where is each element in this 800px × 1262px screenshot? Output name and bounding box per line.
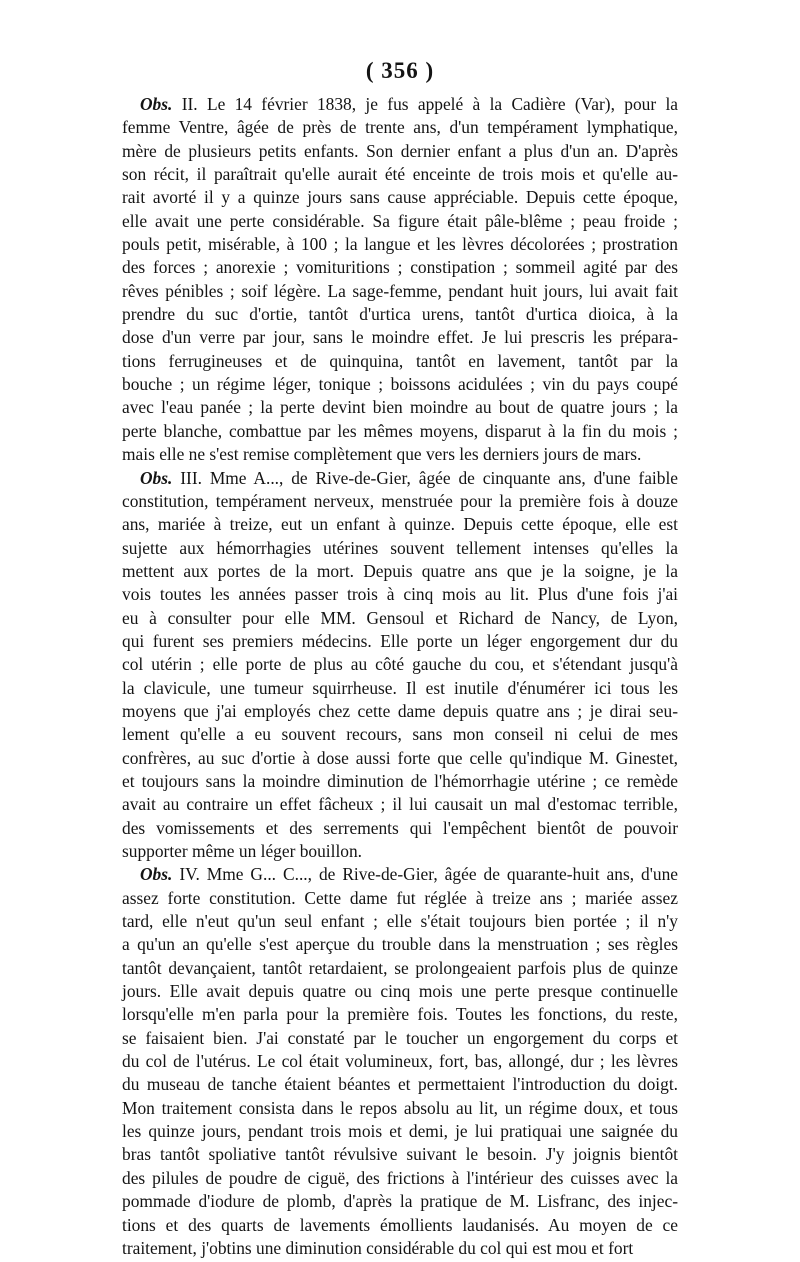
text-line: jours. Elle avait depuis quatre ou cinq mois une perte presque continuelle xyxy=(122,981,678,1002)
text-line: rait avorté il y a quinze jours sans cause appréciable. Depuis cette époque, xyxy=(122,187,678,208)
text-line: des pilules de poudre de ciguë, des frictions à l'intérieur des cuisses avec la xyxy=(122,1167,678,1188)
text-line: constitution, tempérament nerveux, menstruée pour la première fois à douze xyxy=(122,490,678,511)
text-line: dose d'un verre par jour, sans le moindre effet. Je lui prescris les prépara- xyxy=(122,327,678,348)
text-line: moyens que j'ai employés chez cette dame depuis quatre ans ; je dirai seu- xyxy=(122,700,678,721)
text-line-rest: IV. Mme G... C..., de Rive-de-Gier, âgée de quarante-huit ans, d'une xyxy=(172,864,678,885)
text-line: mettent aux portes de la mort. Depuis quatre ans que je la soigne, je la xyxy=(122,560,678,581)
text-line: eu à consulter pour elle MM. Gensoul et Richard de Nancy, de Lyon, xyxy=(122,607,678,628)
observation-label: Obs. xyxy=(140,94,173,114)
text-line: tard, elle n'eut qu'un seul enfant ; elle s'était toujours bien portée ; il n'y xyxy=(122,911,678,932)
text-line: se faisaient bien. J'ai constaté par le toucher un engorgement du corps et xyxy=(122,1027,678,1048)
text-line: elle avait une perte considérable. Sa figure était pâle-blême ; peau froide ; xyxy=(122,210,678,231)
text-line xyxy=(122,863,678,886)
text-line: Mon traitement consista dans le repos absolu au lit, un régime doux, et tous xyxy=(122,1097,678,1118)
text-line: tions ferrugineuses et de quinquina, tantôt en lavement, tantôt par la xyxy=(122,350,678,371)
text-line-rest: III. Mme A..., de Rive-de-Gier, âgée de cinquante ans, d'une faible xyxy=(172,467,678,488)
text-line: bouche ; un régime léger, tonique ; boissons acidulées ; vin du pays coupé xyxy=(122,374,678,395)
text-line: avait au contraire un effet fâcheux ; il lui causait un mal d'estomac terrible, xyxy=(122,794,678,815)
text-line: rêves pénibles ; soif légère. La sage-femme, pendant huit jours, lui avait fait xyxy=(122,280,678,301)
text-line: lement qu'elle a eu souvent recours, sans mon conseil ni celui de mes xyxy=(122,724,678,745)
text-line: les quinze jours, pendant trois mois et demi, je lui pratiquai une saignée du xyxy=(122,1121,678,1142)
text-line: tions et des quarts de lavements émollients laudanisés. Au moyen de ce xyxy=(122,1214,678,1235)
text-line: prendre du suc d'ortie, tantôt d'urtica urens, tantôt d'urtica dioica, à la xyxy=(122,304,678,325)
page-number: ( 356 ) xyxy=(365,58,435,83)
text-line-rest: II. Le 14 février 1838, je fus appelé à la Cadière (Var), pour la xyxy=(172,94,678,114)
text-line: assez forte constitution. Cette dame fut réglée à treize ans ; mariée assez xyxy=(122,887,678,908)
text-line: perte blanche, combattue par les mêmes moyens, disparut à la fin du mois ; xyxy=(122,420,678,441)
paragraph xyxy=(122,93,678,467)
text-line: du museau de tanche étaient béantes et permettaient l'introduction du doigt. xyxy=(122,1074,678,1095)
paragraph xyxy=(122,863,678,1260)
text-line: sujette aux hémorrhagies utérines souvent tellement intenses qu'elles la xyxy=(122,537,678,558)
text-line: des vomissements et des serrements qui l'empêchent bientôt de pouvoir xyxy=(122,817,678,838)
text-line: tantôt devançaient, tantôt retardaient, se prolongeaient parfois plus de quinze xyxy=(122,957,678,978)
text-line: avec l'eau panée ; la perte devint bien moindre au bout de quatre jours ; la xyxy=(122,397,678,418)
text-line xyxy=(122,467,678,490)
text-line: femme Ventre, âgée de près de trente ans, d'un tempérament lymphatique, xyxy=(122,117,678,138)
text-line: la clavicule, une tumeur squirrheuse. Il est inutile d'énumérer ici tous les xyxy=(122,677,678,698)
text-line: pouls petit, misérable, à 100 ; la langue et les lèvres décolorées ; prostration xyxy=(122,234,678,255)
text-line: col utérin ; elle porte de plus au côté gauche du cou, et s'étendant jusqu'à xyxy=(122,654,678,675)
text-line: vois toutes les années passer trois à cinq mois au lit. Plus d'une fois j'ai xyxy=(122,584,678,605)
text-line: mère de plusieurs petits enfants. Son dernier enfant a plus d'un an. D'après xyxy=(122,140,678,161)
text-line: bras tantôt spoliative tantôt révulsive suivant le besoin. J'y joignis bientôt xyxy=(122,1144,678,1165)
text-line xyxy=(122,93,678,116)
text-line: qui furent ses premiers médecins. Elle porte un léger engorgement dur du xyxy=(122,630,678,651)
text-line: lorsqu'elle m'en parla pour la première fois. Toutes les fonctions, du reste, xyxy=(122,1004,678,1025)
text-line: du col de l'utérus. Le col était volumineux, fort, bas, allongé, dur ; les lèvres xyxy=(122,1051,678,1072)
text-line: confrères, au suc d'ortie à dose aussi forte que celle qu'indique M. Ginestet, xyxy=(122,747,678,768)
observation-label: Obs. xyxy=(140,864,173,885)
text-line: son récit, il paraîtrait qu'elle aurait été enceinte de trois mois et qu'elle au- xyxy=(122,164,678,185)
text-line: mais elle ne s'est remise complètement que vers les derniers jours de mars. xyxy=(122,444,642,465)
text-line: traitement, j'obtins une diminution considérable du col qui est mou et fort xyxy=(122,1237,634,1258)
text-line: ans, mariée à treize, eut un enfant à quinze. Depuis cette époque, elle est xyxy=(122,514,678,535)
text-line: supporter même un léger bouillon. xyxy=(122,841,363,861)
text-line: a qu'un an qu'elle s'est aperçue du trouble dans la menstruation ; ses règles xyxy=(122,934,678,955)
text-line: des forces ; anorexie ; vomituritions ; constipation ; sommeil agité par des xyxy=(122,257,678,278)
body-text xyxy=(122,93,678,1260)
paragraph xyxy=(122,467,678,864)
text-line: et toujours sans la moindre diminution de l'hémorrhagie utérine ; ce remède xyxy=(122,770,678,791)
observation-label: Obs. xyxy=(140,467,173,488)
text-line: pommade d'iodure de plomb, d'après la pratique de M. Lisfranc, des injec- xyxy=(122,1191,678,1212)
